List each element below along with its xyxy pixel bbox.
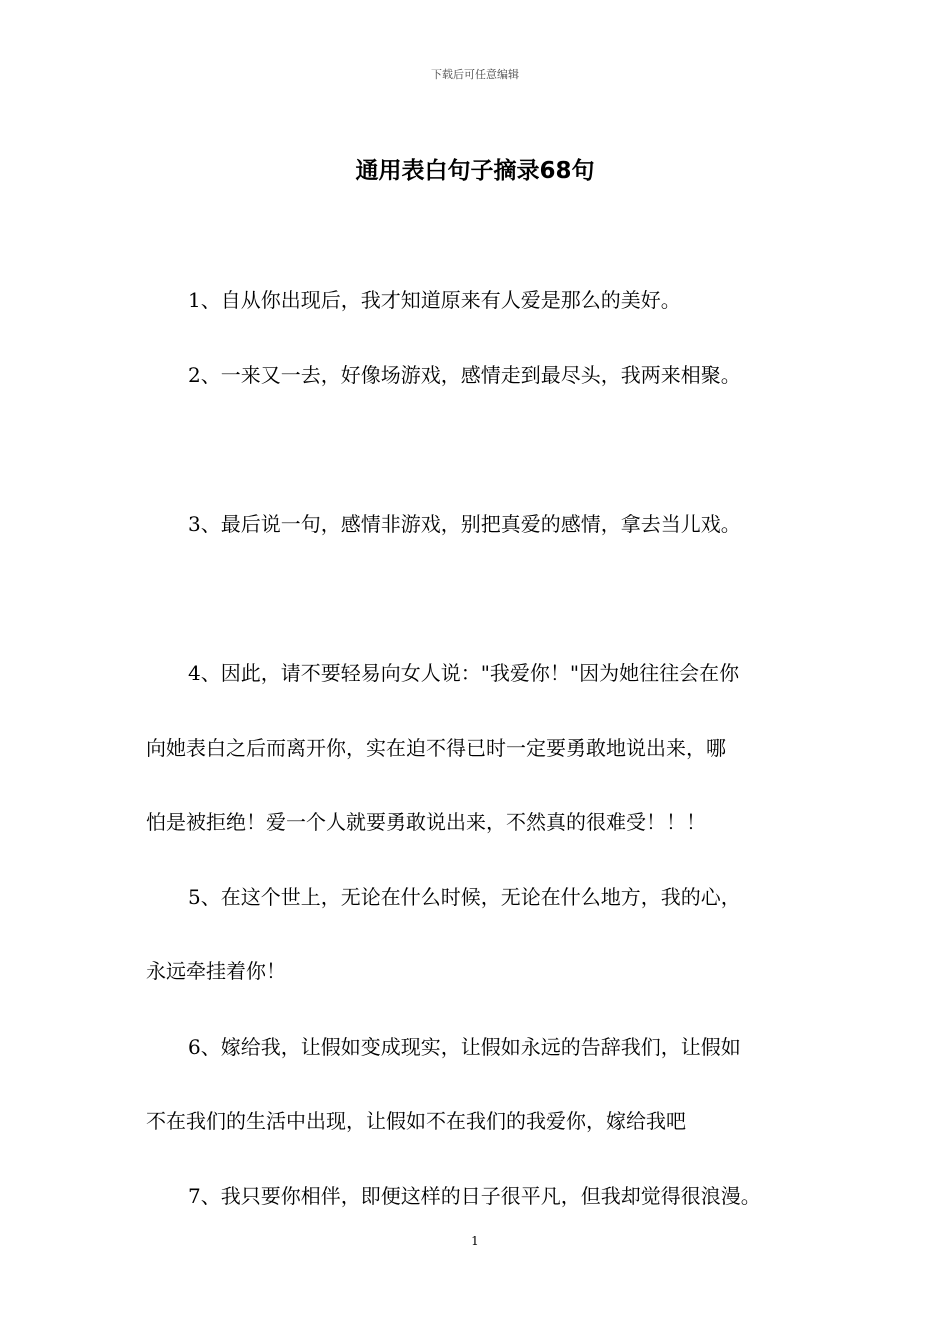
paragraph-line: 1、自从你出现后，我才知道原来有人爱是那么的美好。 bbox=[188, 288, 681, 312]
paragraph-line: 怕是被拒绝！爱一个人就要勇敢说出来，不然真的很难受！！！ bbox=[146, 810, 706, 834]
paragraph-line: 向她表白之后而离开你，实在迫不得已时一定要勇敢地说出来，哪 bbox=[146, 736, 726, 760]
page-number: 1 bbox=[471, 1234, 479, 1248]
paragraph-line: 4、因此，请不要轻易向女人说："我爱你！"因为她往往会在你 bbox=[188, 661, 740, 685]
document-title: 通用表白句子摘录68句 bbox=[355, 158, 595, 184]
paragraph-line: 7、我只要你相伴，即便这样的日子很平凡，但我却觉得很浪漫。 bbox=[188, 1184, 761, 1208]
paragraph-line: 永远牵挂着你！ bbox=[146, 959, 286, 983]
header-note: 下载后可任意编辑 bbox=[431, 68, 519, 81]
paragraph-line: 3、最后说一句，感情非游戏，别把真爱的感情，拿去当儿戏。 bbox=[188, 512, 741, 536]
paragraph-line: 2、一来又一去，好像场游戏，感情走到最尽头，我两来相聚。 bbox=[188, 363, 741, 387]
paragraph-line: 5、在这个世上，无论在什么时候，无论在什么地方，我的心， bbox=[188, 885, 741, 909]
paragraph-line: 6、嫁给我，让假如变成现实，让假如永远的告辞我们，让假如 bbox=[188, 1035, 741, 1059]
paragraph-line: 不在我们的生活中出现，让假如不在我们的我爱你，嫁给我吧 bbox=[146, 1109, 686, 1133]
